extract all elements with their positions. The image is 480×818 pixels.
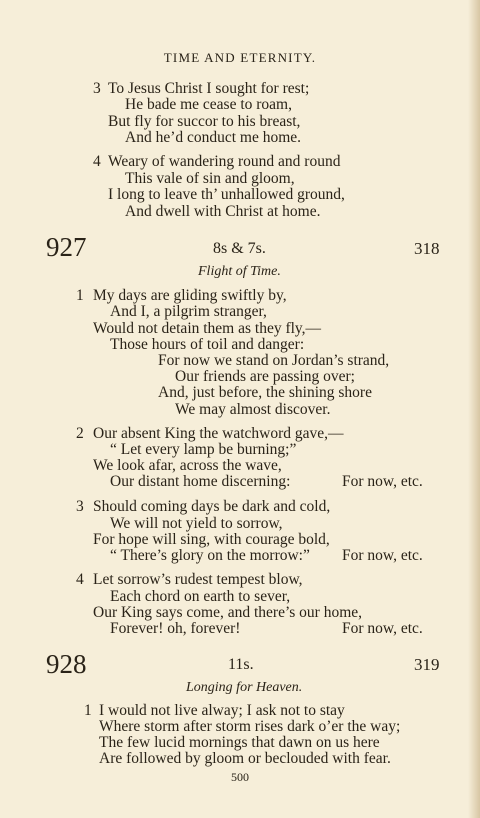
verse-line: And dwell with Christ at home. [125, 203, 321, 220]
verse-line: I long to leave th’ unhallowed ground, [108, 186, 345, 203]
verse-line: And I, a pilgrim stranger, [110, 303, 267, 320]
verse-line: We look afar, across the wave, [93, 457, 282, 474]
verse-line: Each chord on earth to sever, [110, 588, 291, 605]
verse-line: Forever! oh, forever! [110, 620, 241, 637]
verse-line: For hope will sing, with courage bold, [93, 531, 330, 548]
verse-line: Our absent King the watchword gave,— [93, 425, 344, 442]
verse-line: Should coming days be dark and cold, [93, 498, 331, 515]
running-head: TIME AND ETERNITY. [163, 50, 317, 65]
stanza-number: 1 [76, 287, 84, 304]
verse-line: But fly for succor to his breast, [108, 113, 301, 130]
verse-line: To Jesus Christ I sought for rest; [108, 80, 310, 97]
stanza-number: 2 [76, 425, 84, 442]
stanza-number: 4 [76, 571, 84, 588]
verse-line: Where storm after storm rises dark o’er the way; [99, 718, 401, 735]
page-edge-shadow [468, 0, 480, 818]
verse-line: Our friends are passing over; [175, 368, 355, 385]
hymn-meter: 11s. [228, 656, 254, 673]
tune-number: 318 [414, 239, 440, 258]
verse-line: Weary of wandering round and round [108, 153, 341, 170]
verse-line: The few lucid mornings that dawn on us here [99, 734, 380, 751]
verse-line: And, just before, the shining shore [158, 384, 372, 401]
refrain-cue: For now, etc. [342, 547, 423, 564]
verse-line: We will not yield to sorrow, [110, 515, 283, 532]
stanza-number: 3 [93, 80, 101, 97]
verse-line: Are followed by gloom or beclouded with fear. [99, 750, 391, 767]
hymn-number: 928 [46, 649, 87, 679]
hymn-title: Flight of Time. [198, 264, 281, 279]
stanza-number: 3 [76, 498, 84, 515]
verse-line: Our distant home discerning: [110, 473, 291, 490]
refrain-cue: For now, etc. [342, 473, 423, 490]
verse-line: And he’d conduct me home. [125, 129, 302, 146]
page-number: 500 [231, 770, 249, 784]
verse-line: This vale of sin and gloom, [125, 170, 295, 187]
stanza-number: 4 [93, 153, 101, 170]
refrain-cue: For now, etc. [342, 620, 423, 637]
verse-line: I would not live alway; I ask not to stay [99, 702, 345, 719]
verse-line: Would not detain them as they fly,— [93, 320, 322, 337]
verse-line: Those hours of toil and danger: [110, 336, 305, 353]
verse-line: Let sorrow’s rudest tempest blow, [93, 571, 303, 588]
hymn-meter: 8s & 7s. [213, 240, 266, 257]
verse-line: “ There’s glory on the morrow:” [110, 547, 310, 564]
verse-line: My days are gliding swiftly by, [93, 287, 287, 304]
verse-line: He bade me cease to roam, [125, 96, 292, 113]
tune-number: 319 [414, 655, 440, 674]
verse-line: Our King says come, and there’s our home, [93, 604, 363, 621]
verse-line: For now we stand on Jordan’s strand, [158, 352, 390, 369]
verse-line: “ Let every lamp be burning;” [110, 441, 297, 458]
hymn-number: 927 [46, 232, 87, 262]
stanza-number: 1 [84, 702, 92, 719]
verse-line: We may almost discover. [175, 401, 331, 418]
hymn-title: Longing for Heaven. [186, 680, 303, 695]
